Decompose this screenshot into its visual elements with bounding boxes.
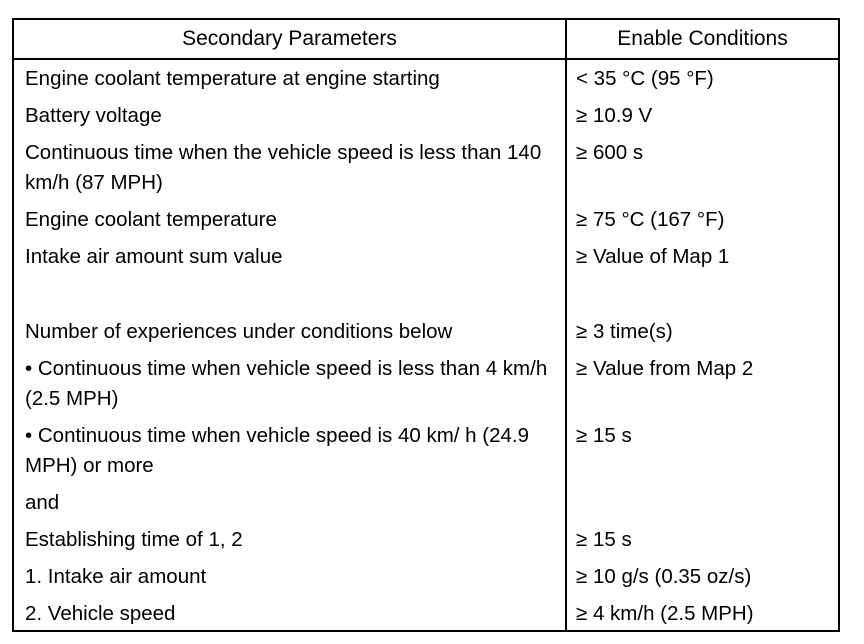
table-row xyxy=(14,59,838,97)
table-row xyxy=(14,595,838,632)
table-row xyxy=(14,417,838,484)
table-row xyxy=(14,201,838,238)
parameter-cell: Intake air amount sum value xyxy=(14,238,566,275)
parameter-cell: • Continuous time when vehicle speed is 40 km/ h (24.9 MPH) or more xyxy=(14,417,566,484)
parameter-cell: Battery voltage xyxy=(14,97,566,134)
condition-cell: ≥ 10 g/s (0.35 oz/s) xyxy=(576,565,752,588)
parameters-table-frame xyxy=(12,18,840,632)
parameter-cell: Engine coolant temperature xyxy=(14,201,566,238)
condition-cell: ≥ 600 s xyxy=(576,141,644,164)
header-enable-conditions: Enable Conditions xyxy=(566,20,838,59)
condition-cell xyxy=(566,275,838,313)
header-secondary-parameters: Secondary Parameters xyxy=(14,20,566,59)
parameter-cell: 2. Vehicle speed xyxy=(14,595,566,632)
parameter-cell: Continuous time when the vehicle speed is less than 140 km/h (87 MPH) xyxy=(14,134,566,201)
parameter-cell: and xyxy=(14,484,566,521)
table-row xyxy=(14,238,838,275)
table-row xyxy=(14,521,838,558)
condition-cell: ≥ 10.9 V xyxy=(576,104,653,127)
parameter-cell: • Continuous time when vehicle speed is less than 4 km/h (2.5 MPH) xyxy=(14,350,566,417)
parameter-cell: 1. Intake air amount xyxy=(14,558,566,595)
condition-cell: ≥ 75 °C (167 °F) xyxy=(576,208,725,231)
parameter-cell xyxy=(14,275,566,313)
secondary-parameters-table xyxy=(14,20,838,632)
parameter-cell: Engine coolant temperature at engine starting xyxy=(14,59,566,97)
table-row xyxy=(14,97,838,134)
table-row xyxy=(14,350,838,417)
table-header-row xyxy=(14,20,838,59)
table-row xyxy=(14,558,838,595)
condition-cell: ≥ 15 s xyxy=(576,424,632,447)
table-row xyxy=(14,134,838,201)
condition-cell: < 35 °C (95 °F) xyxy=(576,67,714,90)
condition-cell: ≥ Value from Map 2 xyxy=(576,357,754,380)
parameter-cell: Establishing time of 1, 2 xyxy=(14,521,566,558)
condition-cell xyxy=(566,484,838,521)
table-row xyxy=(14,313,838,350)
parameter-cell: Number of experiences under conditions below xyxy=(14,313,566,350)
table-row-spacer xyxy=(14,275,838,313)
condition-cell: ≥ 4 km/h (2.5 MPH) xyxy=(576,602,754,625)
condition-cell: ≥ 3 time(s) xyxy=(576,320,673,343)
condition-cell: ≥ 15 s xyxy=(576,528,632,551)
table-row xyxy=(14,484,838,521)
condition-cell: ≥ Value of Map 1 xyxy=(576,245,730,268)
